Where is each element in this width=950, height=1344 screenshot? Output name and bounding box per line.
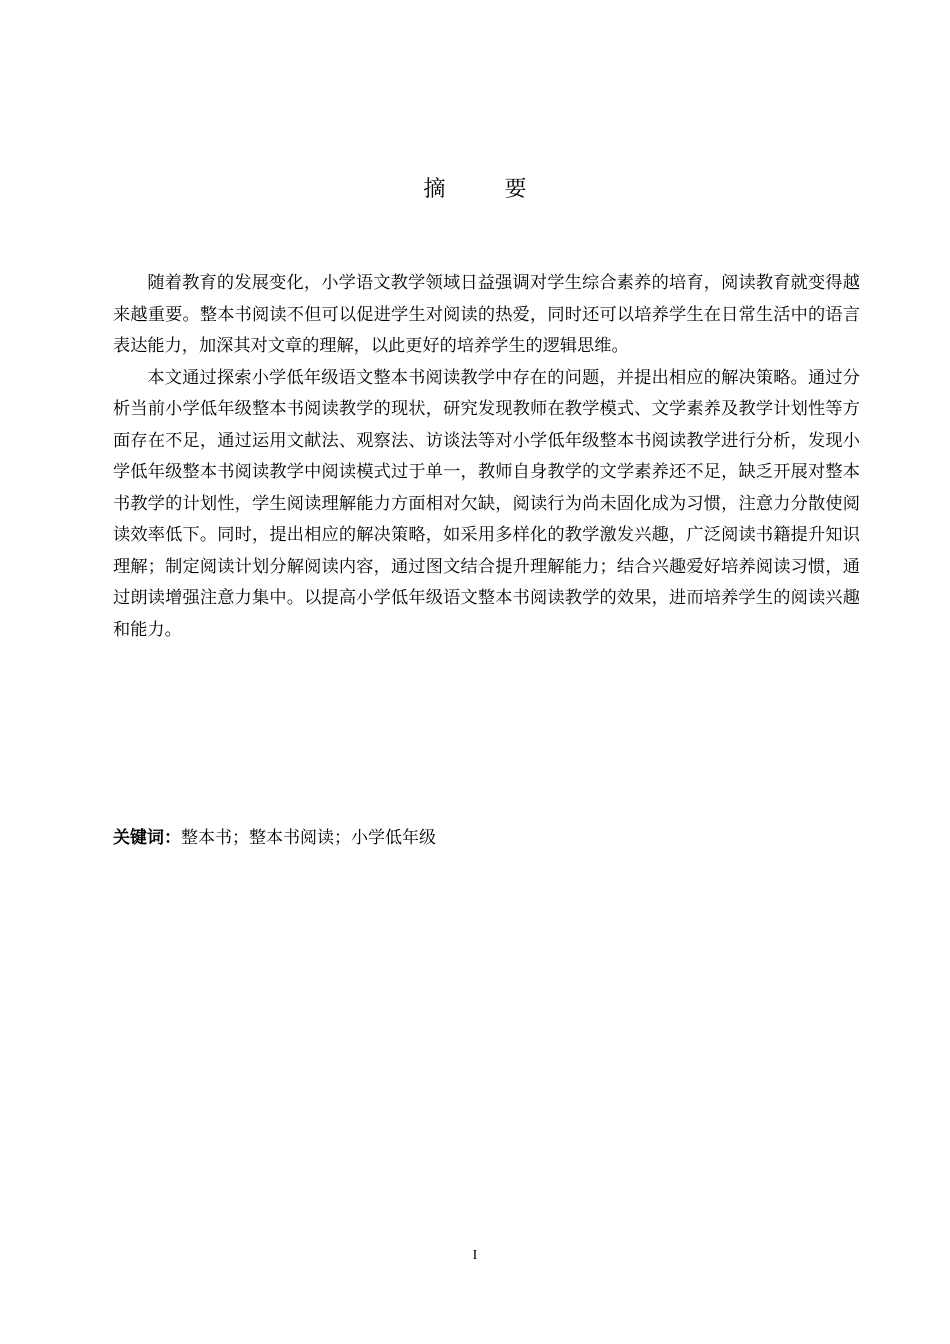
abstract-paragraph-2: 本文通过探索小学低年级语文整本书阅读教学中存在的问题，并提出相应的解决策略。通过分析当前小学低年级整本书阅读教学的现状，研究发现教师在教学模式、文学素养及教学计划性等方面存在不足，通过运用文献法、观察法、访谈法等对小学低年级整本书阅读教学进行分析，发现小学低年级整本书阅读教学中阅读模式过于单一，教师自身教学的文学素养还不足，缺乏开展对整本书教学的计划性，学生阅读理解能力方面相对欠缺，阅读行为尚未固化成为习惯，注意力分散使阅读效率低下。同时，提出相应的解决策略，如采用多样化的教学激发兴趣，广泛阅读书籍提升知识理解；制定阅读计划分解阅读内容，通过图文结合提升理解能力；结合兴趣爱好培养阅读习惯，通过朗读增强注意力集中。以提高小学低年级语文整本书阅读教学的效果，进而培养学生的阅读兴趣和能力。	[113, 367, 860, 640]
keywords-value: 整本书；整本书阅读；小学低年级	[181, 828, 436, 848]
page-number: I	[472, 1248, 478, 1263]
abstract-title: 摘 要	[423, 177, 553, 202]
keywords-label: 关键词：	[113, 828, 181, 848]
keywords-line	[113, 823, 860, 853]
abstract-body	[113, 268, 860, 646]
abstract-paragraph-1: 随着教育的发展变化，小学语文教学领域日益强调对学生综合素养的培育，阅读教育就变得越来越重要。整本书阅读不但可以促进学生对阅读的热爱，同时还可以培养学生在日常生活中的语言表达能力，加深其对文章的理解，以此更好的培养学生的逻辑思维。	[113, 273, 860, 356]
